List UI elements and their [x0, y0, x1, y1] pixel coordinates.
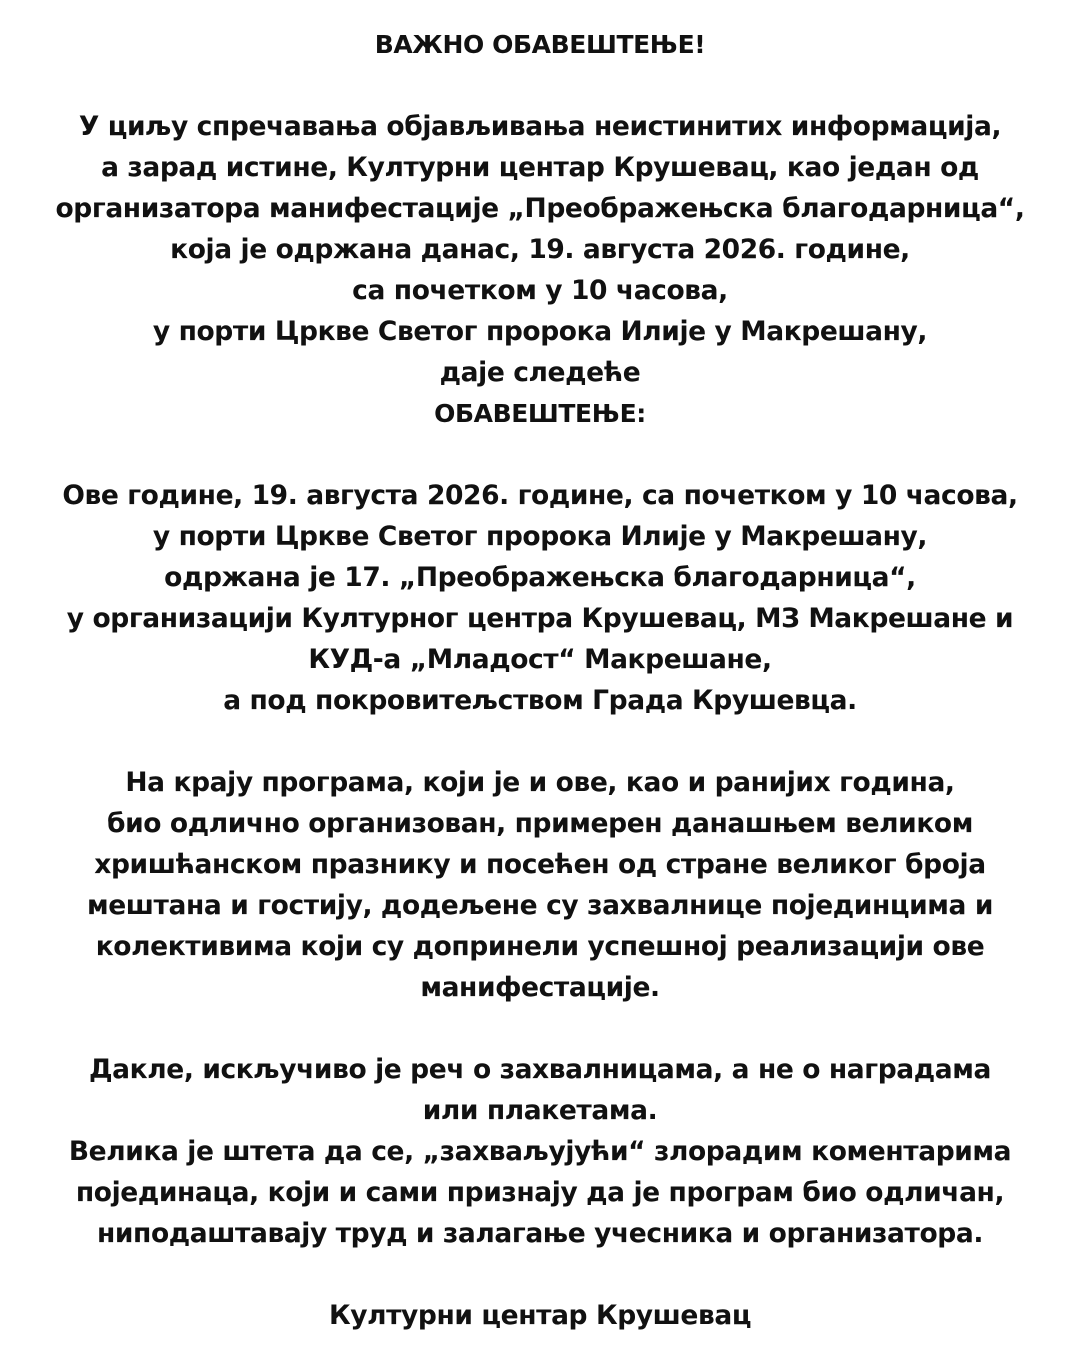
paragraph3-line: или плакетама. — [422, 1095, 658, 1126]
paragraph2-line: мештана и гостију, додељене су захвалнице појединцима и — [86, 890, 994, 921]
paragraph2-line: колективима који су допринели успешној реализацији ове — [95, 931, 985, 962]
signature: Културни центар Крушевац — [328, 1300, 752, 1331]
intro-line: у порти Цркве Светог пророка Илије у Макрешану, — [152, 316, 928, 347]
paragraph3-line: појединаца, који и сами признају да је програм био одличан, — [75, 1177, 1005, 1208]
paragraph1-line: одржана је 17. „Преображењска благодарница“, — [164, 562, 916, 593]
intro-line: У циљу спречавања објављивања неистинитих информација, — [78, 111, 1002, 142]
paragraph3-line: Велика је штета да се, „захваљујући“ злорадим коментарима — [68, 1136, 1012, 1167]
paragraph2-line: На крају програма, који је и ове, као и ранијих година, — [125, 767, 955, 798]
notice-document — [0, 24, 1080, 1336]
intro-line: са почетком у 10 часова, — [352, 275, 728, 306]
paragraph2-line: био одлично организован, примерен данашњем великом — [106, 808, 973, 839]
intro-line: даје следеће — [439, 357, 641, 388]
notice-subheading: ОБАВЕШТЕЊЕ: — [434, 399, 646, 428]
paragraph1-line: у порти Цркве Светог пророка Илије у Макрешану, — [152, 521, 928, 552]
paragraph1-line: а под покровитељством Града Крушевца. — [223, 685, 857, 716]
notice-heading: ВАЖНО ОБАВЕШТЕЊЕ! — [374, 30, 706, 59]
spacer — [0, 1008, 1080, 1049]
spacer — [0, 65, 1080, 106]
paragraph1-line: Ове године, 19. августа 2026. године, са почетком у 10 часова, — [62, 480, 1018, 511]
intro-line: која је одржана данас, 19. августа 2026. године, — [170, 234, 910, 265]
spacer — [0, 434, 1080, 475]
paragraph3-line: Дакле, искључиво је реч о захвалницама, а не о наградама — [88, 1054, 992, 1085]
intro-line: а зарад истине, Културни центар Крушевац, као један од — [101, 152, 979, 183]
paragraph1-line: у организацији Културног центра Крушевац, МЗ Макрешане и — [66, 603, 1014, 634]
spacer — [0, 1254, 1080, 1295]
paragraph3-line: ниподаштавају труд и залагање учесника и организатора. — [96, 1218, 983, 1249]
spacer — [0, 721, 1080, 762]
intro-line: организатора манифестације „Преображењска благодарница“, — [55, 193, 1025, 224]
paragraph1-line: КУД-а „Младост“ Макрешане, — [308, 644, 772, 675]
paragraph2-line: манифестације. — [420, 972, 660, 1003]
paragraph2-line: хришћанском празнику и посећен од стране великог броја — [94, 849, 986, 880]
